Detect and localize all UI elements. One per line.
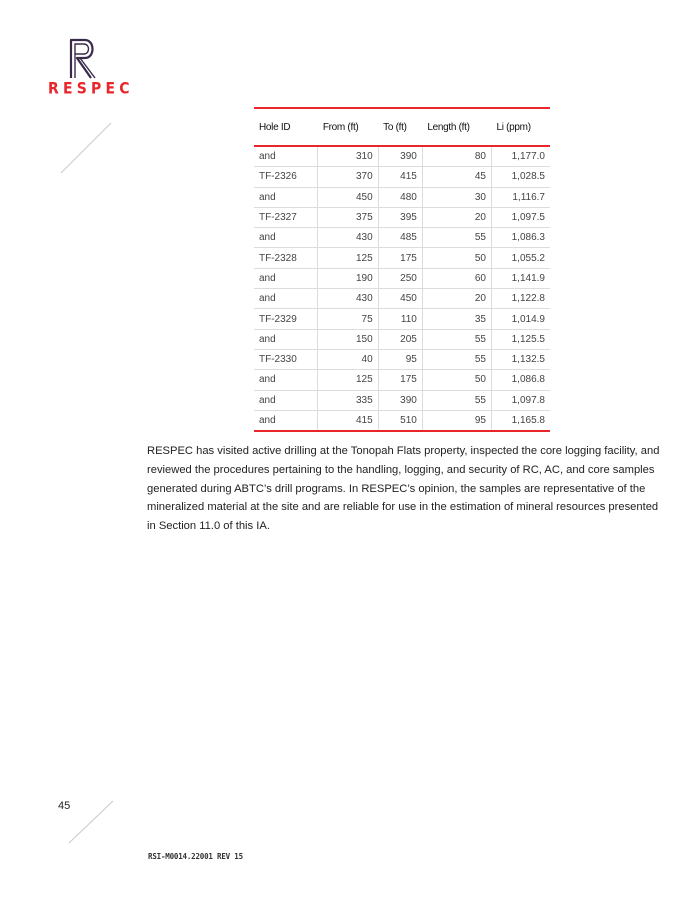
table-cell: 30 xyxy=(422,187,491,207)
respec-logo xyxy=(48,36,134,116)
hole-id-cell: TF-2330 xyxy=(254,349,318,369)
table-row xyxy=(254,370,550,390)
hole-id-cell: and xyxy=(254,187,318,207)
drill-results-table xyxy=(254,107,550,432)
logo-wordmark: RESPEC xyxy=(48,79,134,99)
table-cell: 1,014.9 xyxy=(491,309,550,329)
table-cell: 175 xyxy=(378,248,422,268)
respec-r-mark-icon xyxy=(65,36,101,80)
table-cell: 1,055.2 xyxy=(491,248,550,268)
table-row xyxy=(254,187,550,207)
table-cell: 480 xyxy=(378,187,422,207)
table-cell: 50 xyxy=(422,248,491,268)
page-number: 45 xyxy=(58,800,71,812)
table-cell: 1,125.5 xyxy=(491,329,550,349)
table-cell: 95 xyxy=(378,349,422,369)
table-row xyxy=(254,228,550,248)
table-header-row xyxy=(254,108,550,146)
hole-id-cell: TF-2326 xyxy=(254,167,318,187)
column-header: Li (ppm) xyxy=(491,108,550,146)
table-cell: 1,177.0 xyxy=(491,146,550,167)
table-cell: 250 xyxy=(378,268,422,288)
hole-id-cell: and xyxy=(254,410,318,431)
table-cell: 1,141.9 xyxy=(491,268,550,288)
table-cell: 80 xyxy=(422,146,491,167)
table-row xyxy=(254,390,550,410)
table-cell: 1,116.7 xyxy=(491,187,550,207)
table-cell: 20 xyxy=(422,207,491,227)
table-row xyxy=(254,268,550,288)
table-cell: 125 xyxy=(318,370,378,390)
hole-id-cell: and xyxy=(254,228,318,248)
table-cell: 450 xyxy=(318,187,378,207)
table-cell: 75 xyxy=(318,309,378,329)
hole-id-cell: and xyxy=(254,146,318,167)
hole-id-cell: TF-2328 xyxy=(254,248,318,268)
table-cell: 55 xyxy=(422,228,491,248)
decorative-diagonal-line xyxy=(60,122,112,174)
table-cell: 20 xyxy=(422,289,491,309)
body-paragraph: RESPEC has visited active drilling at the Tonopah Flats property, inspected the core logging facility, and reviewed the procedures pertaining to the handling, logging, and security of RC, AC, and core samples generated during ABTC’s drill programs. In RESPEC’s opinion, the samples are representative of the mineralized material at the site and are reliable for use in the estimation of mineral resources presented in Section 11.0 of this IA. xyxy=(147,445,660,533)
column-header: Length (ft) xyxy=(422,108,491,146)
table-cell: 110 xyxy=(378,309,422,329)
table-cell: 1,165.8 xyxy=(491,410,550,431)
table-row xyxy=(254,289,550,309)
table-cell: 95 xyxy=(422,410,491,431)
hole-id-cell: TF-2329 xyxy=(254,309,318,329)
table-cell: 375 xyxy=(318,207,378,227)
hole-id-cell: and xyxy=(254,390,318,410)
table-cell: 335 xyxy=(318,390,378,410)
hole-id-cell: and xyxy=(254,329,318,349)
table-cell: 55 xyxy=(422,329,491,349)
hole-id-cell: and xyxy=(254,370,318,390)
table-cell: 50 xyxy=(422,370,491,390)
table-cell: 35 xyxy=(422,309,491,329)
hole-id-cell: and xyxy=(254,268,318,288)
table-cell: 40 xyxy=(318,349,378,369)
table-cell: 1,028.5 xyxy=(491,167,550,187)
hole-id-cell: and xyxy=(254,289,318,309)
decorative-diagonal-line-bottom xyxy=(68,800,114,844)
table-cell: 1,086.3 xyxy=(491,228,550,248)
table-cell: 1,086.8 xyxy=(491,370,550,390)
table-cell: 485 xyxy=(378,228,422,248)
table-cell: 45 xyxy=(422,167,491,187)
table-row xyxy=(254,349,550,369)
table-cell: 430 xyxy=(318,228,378,248)
table-cell: 190 xyxy=(318,268,378,288)
table-cell: 1,122.8 xyxy=(491,289,550,309)
table-cell: 175 xyxy=(378,370,422,390)
table-row xyxy=(254,410,550,431)
table-row xyxy=(254,167,550,187)
column-header: To (ft) xyxy=(378,108,422,146)
table-row xyxy=(254,207,550,227)
table-cell: 395 xyxy=(378,207,422,227)
table-cell: 415 xyxy=(318,410,378,431)
table-row xyxy=(254,146,550,167)
table-cell: 55 xyxy=(422,349,491,369)
column-header: Hole ID xyxy=(254,108,318,146)
table-cell: 430 xyxy=(318,289,378,309)
table-cell: 150 xyxy=(318,329,378,349)
document-reference: RSI-M0014.22001 REV 15 xyxy=(148,852,243,861)
table-cell: 510 xyxy=(378,410,422,431)
table-cell: 55 xyxy=(422,390,491,410)
table-row xyxy=(254,329,550,349)
table-cell: 370 xyxy=(318,167,378,187)
hole-id-cell: TF-2327 xyxy=(254,207,318,227)
table-cell: 1,132.5 xyxy=(491,349,550,369)
table-cell: 390 xyxy=(378,390,422,410)
table-row xyxy=(254,309,550,329)
table-cell: 310 xyxy=(318,146,378,167)
table-cell: 1,097.5 xyxy=(491,207,550,227)
table-cell: 390 xyxy=(378,146,422,167)
table-cell: 125 xyxy=(318,248,378,268)
column-header: From (ft) xyxy=(318,108,378,146)
table-cell: 415 xyxy=(378,167,422,187)
table-cell: 205 xyxy=(378,329,422,349)
table-cell: 450 xyxy=(378,289,422,309)
table-row xyxy=(254,248,550,268)
table-cell: 1,097.8 xyxy=(491,390,550,410)
table-cell: 60 xyxy=(422,268,491,288)
